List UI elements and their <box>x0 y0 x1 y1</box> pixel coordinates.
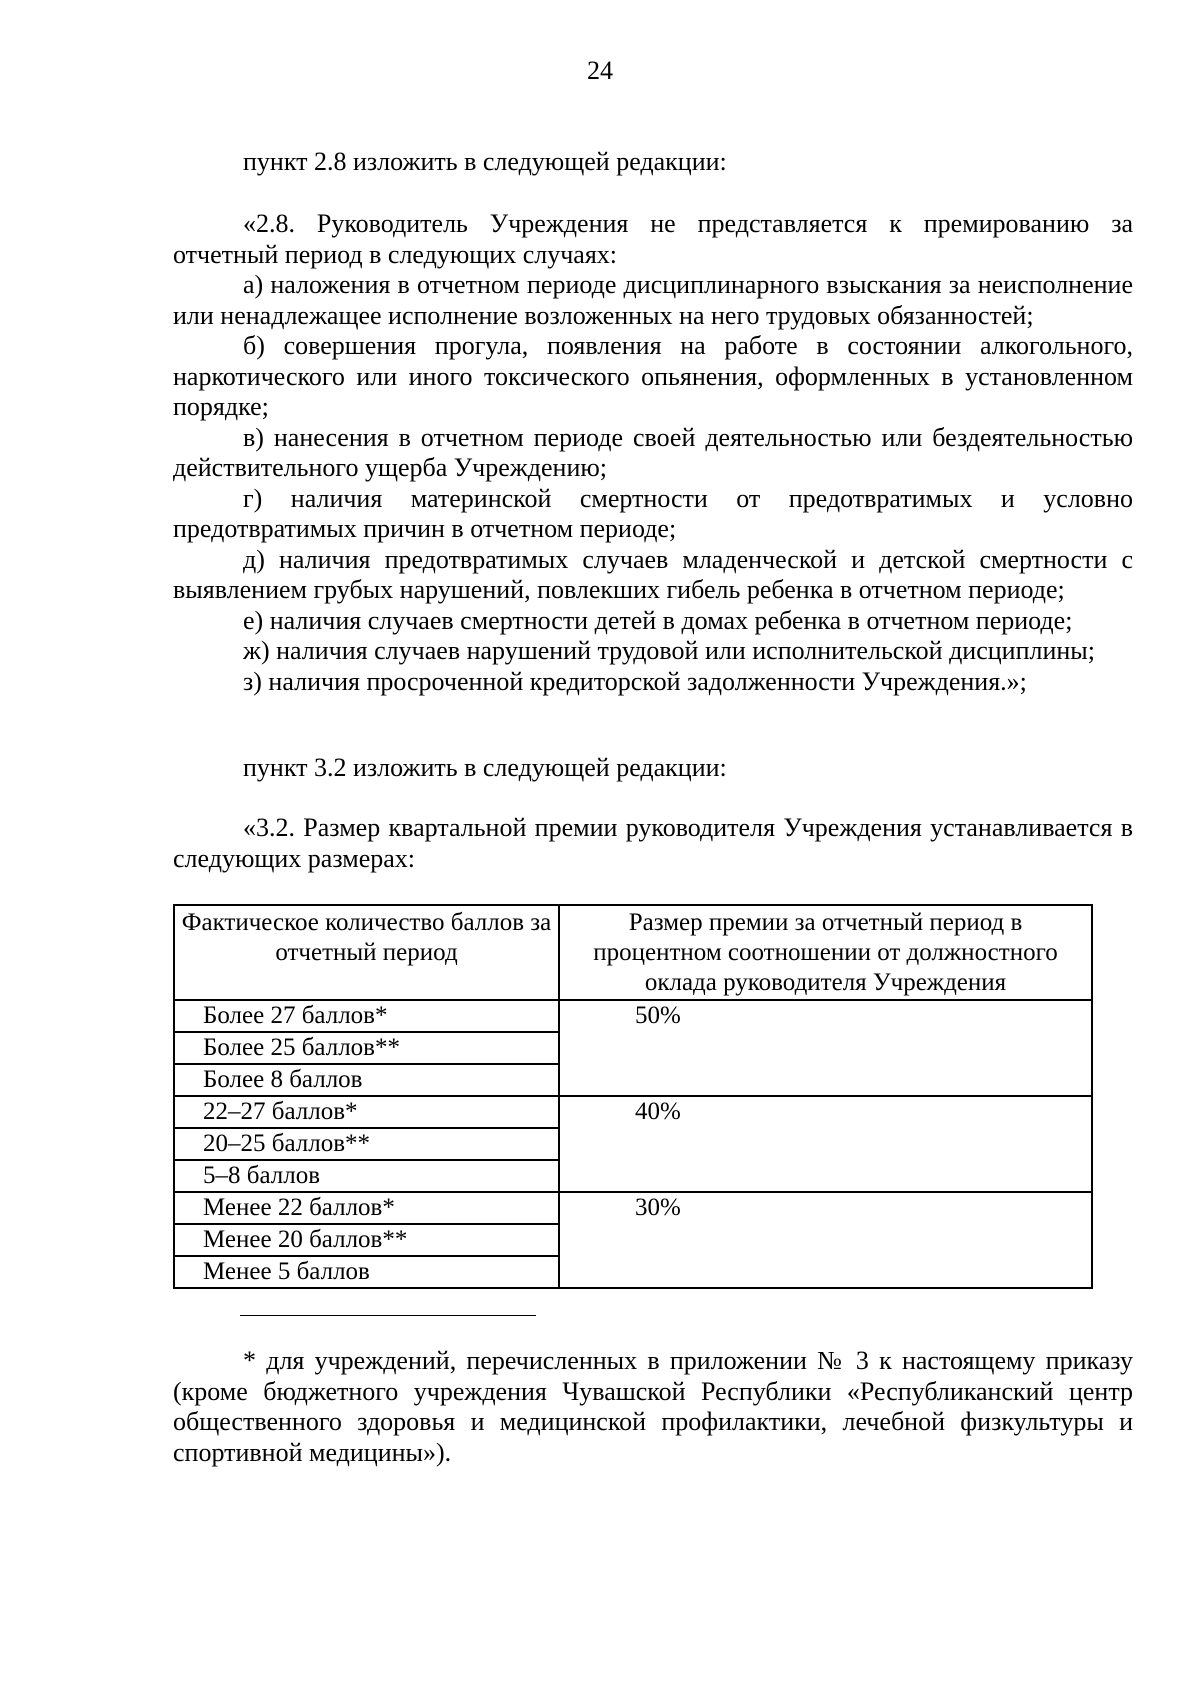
table-cell-points: Более 25 баллов** <box>174 1032 559 1064</box>
table-cell-points: Более 27 баллов* <box>174 1000 559 1032</box>
table-row <box>174 1192 1092 1224</box>
list-item-e: е) наличия случаев смертности детей в домах ребенка в отчетном периоде; <box>243 605 1073 635</box>
footnote-separator <box>240 1315 536 1316</box>
table-cell-points: Более 8 баллов <box>174 1064 559 1096</box>
table-cell-points: Менее 22 баллов* <box>174 1192 559 1224</box>
list-item-z: з) наличия просроченной кредиторской задолженности Учреждения.»; <box>243 666 1027 696</box>
table-row <box>174 1000 1092 1032</box>
list-item-zh: ж) наличия случаев нарушений трудовой или исполнительской дисциплины; <box>243 636 1095 665</box>
section-3-2-lead: «3.2. Размер квартальной премии руководителя Учреждения устанавливается в следующих размерах: <box>173 813 1133 873</box>
table-cell-points: 20–25 баллов** <box>174 1128 559 1160</box>
table-cell-percent: 50% <box>559 1000 1092 1096</box>
table-cell-points: 22–27 баллов* <box>174 1096 559 1128</box>
list-item-v: в) нанесения в отчетном периоде своей деятельностью или бездеятельностью действительного ущерба Учреждению; <box>173 422 1133 482</box>
intro-2-8: пункт 2.8 изложить в следующей редакции: <box>243 147 727 176</box>
table-header-row <box>174 905 1092 1000</box>
list-item-g: г) наличия материнской смертности от предотвратимых и условно предотвратимых причин в отчетном периоде; <box>173 483 1133 543</box>
page-number: 24 <box>587 56 613 85</box>
list-item-b: б) совершения прогула, появления на работе в состоянии алкогольного, наркотического или иного токсического опьянения, оформленных в установленном порядке; <box>173 331 1133 421</box>
footnote <box>173 1346 1133 1468</box>
table-header-points: Фактическое количество баллов за отчетный период <box>174 905 559 1000</box>
table-cell-percent: 40% <box>559 1096 1092 1192</box>
section-2-8 <box>173 209 1133 697</box>
table-cell-points: Менее 5 баллов <box>174 1256 559 1288</box>
intro-3-2-block <box>173 753 1133 784</box>
table-header-bonus: Размер премии за отчетный период в процентном соотношении от должностного оклада руководителя Учреждения <box>559 905 1092 1000</box>
table-cell-percent: 30% <box>559 1192 1092 1288</box>
list-item-a: а) наложения в отчетном периоде дисциплинарного взыскания за неисполнение или ненадлежащее исполнение возложенных на него трудовых обязанностей; <box>173 270 1133 330</box>
footnote-text: * для учреждений, перечисленных в приложении № 3 к настоящему приказу (кроме бюджетного учреждения Чувашской Республики «Республиканский центр общественного здоровья и медицинской профилактики, лечебной физкультуры и спортивной медицины»). <box>173 1346 1133 1467</box>
section-2-8-lead: «2.8. Руководитель Учреждения не представляется к премированию за отчетный период в следующих случаях: <box>173 209 1133 269</box>
table-cell-points: Менее 20 баллов** <box>174 1224 559 1256</box>
intro-2-8-block <box>173 147 1133 178</box>
section-3-2 <box>173 813 1133 874</box>
intro-3-2: пункт 3.2 изложить в следующей редакции: <box>243 753 727 782</box>
bonus-table <box>173 904 1093 1289</box>
table-row <box>174 1096 1092 1128</box>
list-item-d: д) наличия предотвратимых случаев младенческой и детской смертности с выявлением грубых нарушений, повлекших гибель ребенка в отчетном периоде; <box>173 544 1133 604</box>
table-cell-points: 5–8 баллов <box>174 1160 559 1192</box>
